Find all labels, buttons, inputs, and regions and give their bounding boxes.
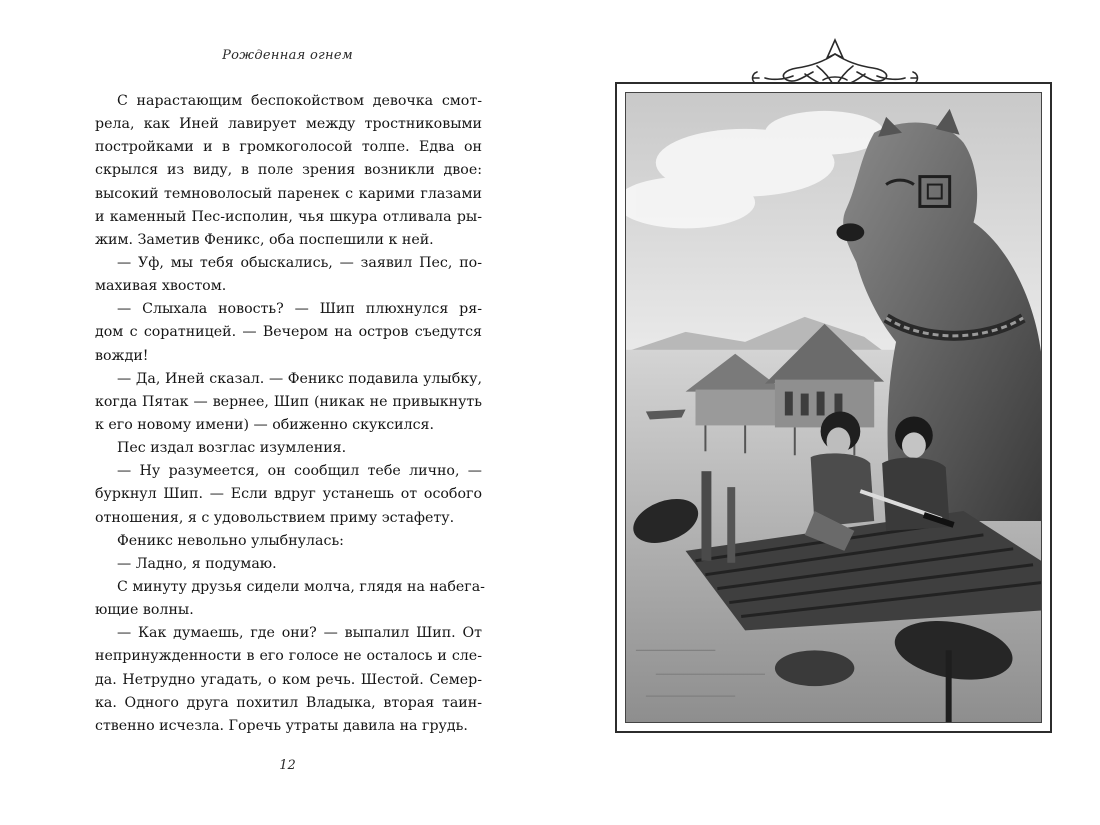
text-line: — Ну разумеется, он сообщил тебе лично, — [117, 463, 482, 480]
text-line: — Как думаешь, где они? — выпалил Шип. От [117, 625, 482, 642]
text-line: отношения, я с удовольствием приму эстафету. [95, 509, 455, 526]
page-number: 12 [279, 758, 296, 773]
text-line: С минуту друзья сидели молча, глядя на набега- [117, 578, 485, 595]
text-line: к его новому имени) — обиженно скуксился. [95, 416, 435, 433]
text-line: махивая хвостом. [95, 278, 227, 295]
running-header: Рожденная огнем [222, 48, 353, 63]
text-line: высокий темноволосый паренек с карими глазами [95, 185, 482, 202]
illustration [626, 93, 1041, 722]
text-line: Феникс невольно улыбнулась: [117, 532, 344, 549]
text-line: дом с соратницей. — Вечером на остров съедутся [95, 324, 482, 341]
text-line: да. Нетрудно угадать, о ком речь. Шестой. Семер- [95, 671, 482, 688]
illustration-frame [615, 82, 1052, 733]
text-line: непринужденности в его голосе не осталось и сле- [95, 648, 482, 665]
text-line: постройками и в громкоголосой толпе. Едва он [95, 139, 482, 156]
text-line: ющие волны. [95, 602, 194, 619]
text-line: и каменный Пес-исполин, чья шкура отливала ры- [95, 208, 482, 225]
body-text [95, 90, 485, 738]
text-line: Пес издал возглас изумления. [117, 440, 347, 457]
text-line: — Уф, мы тебя обыскались, — заявил Пес, по- [117, 254, 482, 271]
text-line: вожди! [95, 347, 149, 364]
text-line: — Да, Иней сказал. — Феникс подавила улыбку, [117, 370, 482, 387]
text-line: жим. Заметив Феникс, оба поспешили к ней. [95, 231, 434, 248]
text-line: С нарастающим беспокойством девочка смот- [117, 93, 482, 109]
illustration-inner-frame [625, 92, 1042, 723]
text-line: — Ладно, я подумаю. [117, 555, 277, 572]
text-line: ственно исчезла. Горечь утраты давила на грудь. [95, 717, 468, 734]
text-line: скрылся из виду, в поле зрения возникли двое: [95, 162, 482, 179]
text-line: рела, как Иней лавирует между тростниковыми [95, 116, 482, 133]
right-page [560, 0, 1100, 825]
text-line: — Слыхала новость? — Шип плюхнулся ря- [117, 301, 482, 318]
text-line: ка. Одного друга похитил Владыка, вторая таин- [95, 694, 482, 711]
text-line: когда Пятак — вернее, Шип (никак не привыкнуть [95, 393, 482, 410]
text-line: буркнул Шип. — Если вдруг устанешь от особого [95, 486, 482, 503]
